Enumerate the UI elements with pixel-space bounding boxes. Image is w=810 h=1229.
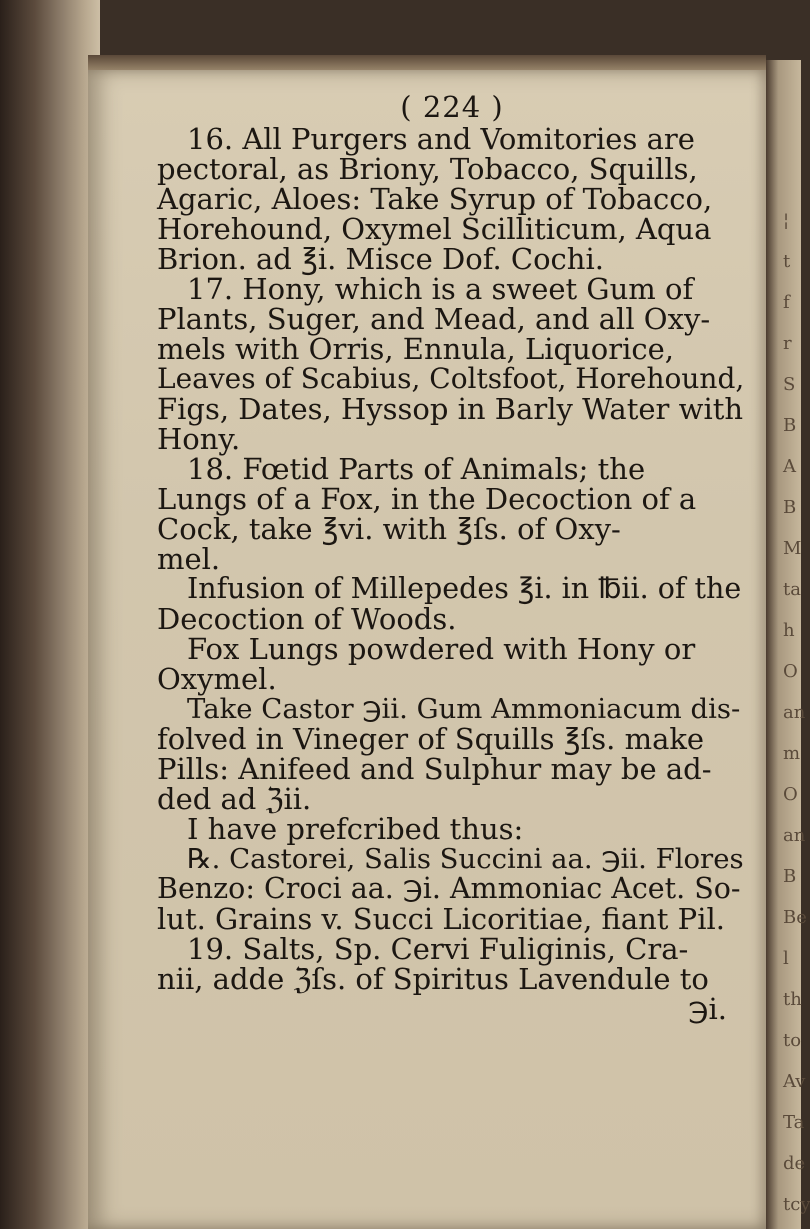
adjacent-page-glyph: B [783, 415, 797, 436]
text-line: mel. [157, 542, 221, 576]
adjacent-page-glyph: an [783, 702, 806, 723]
adjacent-page-glyph: f [783, 292, 790, 313]
text-line: Lungs of a Fox, in the Decoction of a [157, 482, 697, 516]
adjacent-page-glyph: m [783, 743, 801, 764]
adjacent-page-glyph: O [783, 784, 798, 805]
adjacent-page-glyph: ta [783, 579, 801, 600]
adjacent-page-strip [766, 60, 810, 1229]
text-line: lut. Grains v. Succi Licoritiae, fiant Pil. [157, 902, 725, 936]
text-line: 16. All Purgers and Vomitories are [187, 122, 695, 156]
adjacent-page-glyph: t [783, 251, 791, 272]
text-line: Plants, Suger, and Mead, and all Oxy- [157, 302, 711, 336]
page-number-header: ( 224 ) [400, 90, 504, 124]
catchword: ℈i. [688, 992, 727, 1026]
adjacent-page-glyph: ¦ [783, 210, 790, 231]
text-line: 18. Fœtid Parts of Animals; the [187, 452, 646, 486]
text-line: Agaric, Aloes: Take Syrup of Tobacco, [157, 182, 713, 216]
text-line: nii, adde ℨſs. of Spiritus Lavendule to [157, 962, 709, 996]
text-lines [157, 124, 747, 994]
text-line: I have prefcribed thus: [187, 812, 524, 846]
adjacent-page-glyph: to [783, 1030, 802, 1051]
adjacent-page-glyph: O [783, 661, 798, 682]
text-line: Oxymel. [157, 662, 277, 696]
text-line: folved in Vineger of Squills ℥ſs. make [157, 722, 705, 756]
text-line: ℞. Castorei, Salis Succini aa. ℈ii. Flores [187, 843, 744, 875]
text-line: Leaves of Scabius, Coltsfoot, Horehound, [157, 362, 745, 395]
adjacent-page-glyph: M [783, 538, 802, 559]
adjacent-page-glyph: l [783, 948, 789, 969]
adjacent-page-glyph: de [783, 1153, 806, 1174]
adjacent-page-glyph: B [783, 497, 797, 518]
text-line: 19. Salts, Sp. Cervi Fuliginis, Cra- [187, 932, 689, 966]
book-binding-left [0, 0, 100, 1229]
adjacent-page-glyph: A [783, 456, 796, 477]
text-line: Take Castor ℈ii. Gum Ammoniacum dis- [187, 693, 741, 725]
text-line: Infusion of Millepedes ℥i. in ℔ii. of the [187, 572, 742, 605]
text-line: Pills: Anifeed and Sulphur may be ad- [157, 752, 712, 786]
adjacent-page-glyph: an [783, 825, 806, 846]
text-line: Benzo: Croci aa. ℈i. Ammoniac Acet. So- [157, 872, 741, 905]
text-line: Brion. ad ℥i. Misce Dof. Cochi. [157, 242, 604, 276]
text-line: ded ad ℨii. [157, 782, 312, 816]
adjacent-page-glyph: S [783, 374, 796, 395]
adjacent-page-glyph: B [783, 866, 797, 887]
text-line: Fox Lungs powdered with Hony or [187, 632, 696, 666]
adjacent-page-glyph: Ta [783, 1112, 805, 1133]
adjacent-page-glyph: h [783, 620, 795, 641]
page-text-block [157, 92, 747, 1024]
adjacent-page-glyph: tcy [783, 1194, 810, 1215]
adjacent-page-glyph: th [783, 989, 802, 1010]
text-line: 17. Hony, which is a sweet Gum of [187, 272, 694, 306]
adjacent-page-glyph: r [783, 333, 792, 354]
text-line: Horehound, Oxymel Scilliticum, Aqua [157, 212, 712, 246]
text-line: Figs, Dates, Hyssop in Barly Water with [157, 392, 744, 426]
text-line: Cock, take ℥vi. with ℥ſs. of Oxy- [157, 512, 621, 546]
text-line: Decoction of Woods. [157, 602, 457, 636]
adjacent-page-glyph: Av [783, 1071, 806, 1092]
text-line: mels with Orris, Ennula, Liquorice, [157, 332, 674, 366]
text-line: Hony. [157, 422, 241, 456]
adjacent-page-glyph: Be [783, 907, 807, 928]
text-line: pectoral, as Briony, Tobacco, Squills, [157, 152, 698, 186]
